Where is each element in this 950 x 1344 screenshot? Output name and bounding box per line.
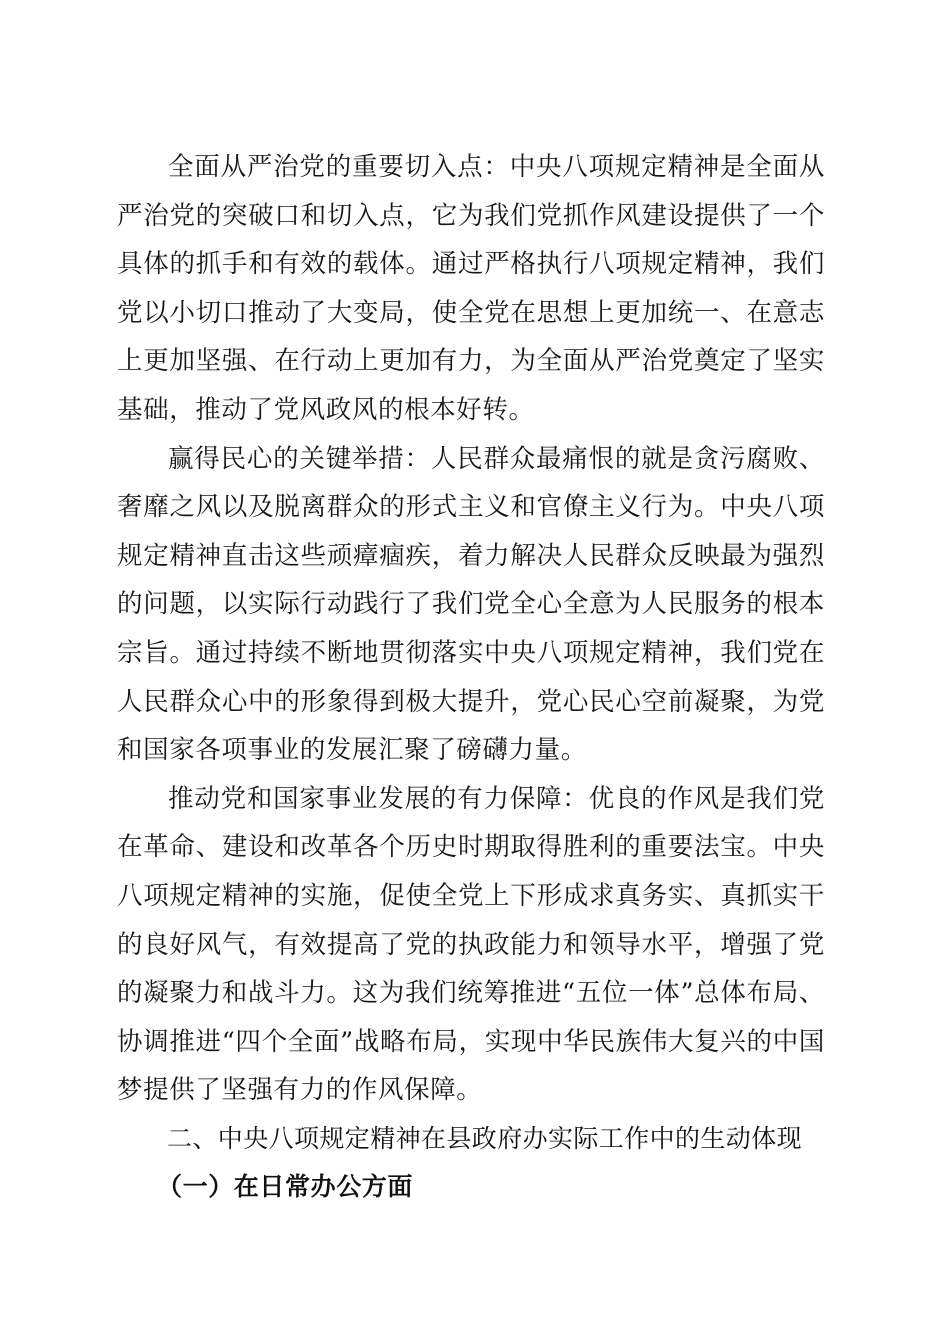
subsection-heading: （一）在日常办公方面	[157, 1172, 414, 1202]
paragraph-development-guarantee: 推动党和国家事业发展的有力保障：优良的作风是我们党在革命、建设和改革各个历史时期取得胜利的重要法宝。中央八项规定精神的实施，促使全党上下形成求真务实、真抓实干的良好风气，有效提高了党的执政能力和领导水平，增强了党的凝聚力和战斗力。这为我们统筹推进“五位一体”总体布局、协调推进“四个全面”战略布局，实现中华民族伟大复兴的中国梦提供了坚强有力的作风保障。	[117, 783, 825, 1106]
paragraph-strict-governance: 全面从严治党的重要切入点：中央八项规定精神是全面从严治党的突破口和切入点，它为我们党抓作风建设提供了一个具体的抓手和有效的载体。通过严格执行八项规定精神，我们党以小切口推动了大变局，使全党在思想上更加统一、在意志上更加坚强、在行动上更加有力，为全面从严治党奠定了坚实基础，推动了党风政风的根本好转。	[117, 152, 825, 425]
section-heading: 二、中央八项规定精神在县政府办实际工作中的生动体现	[167, 1123, 803, 1153]
paragraph-winning-public-support: 赢得民心的关键举措：人民群众最痛恨的就是贪污腐败、奢靡之风以及脱离群众的形式主义和官僚主义行为。中央八项规定精神直击这些顽瘴痼疾，着力解决人民群众反映最为强烈的问题，以实际行动践行了我们党全心全意为人民服务的根本宗旨。通过持续不断地贯彻落实中央八项规定精神，我们党在人民群众心中的形象得到极大提升，党心民心空前凝聚，为党和国家各项事业的发展汇聚了磅礴力量。	[117, 443, 825, 766]
document-body	[117, 143, 825, 1212]
